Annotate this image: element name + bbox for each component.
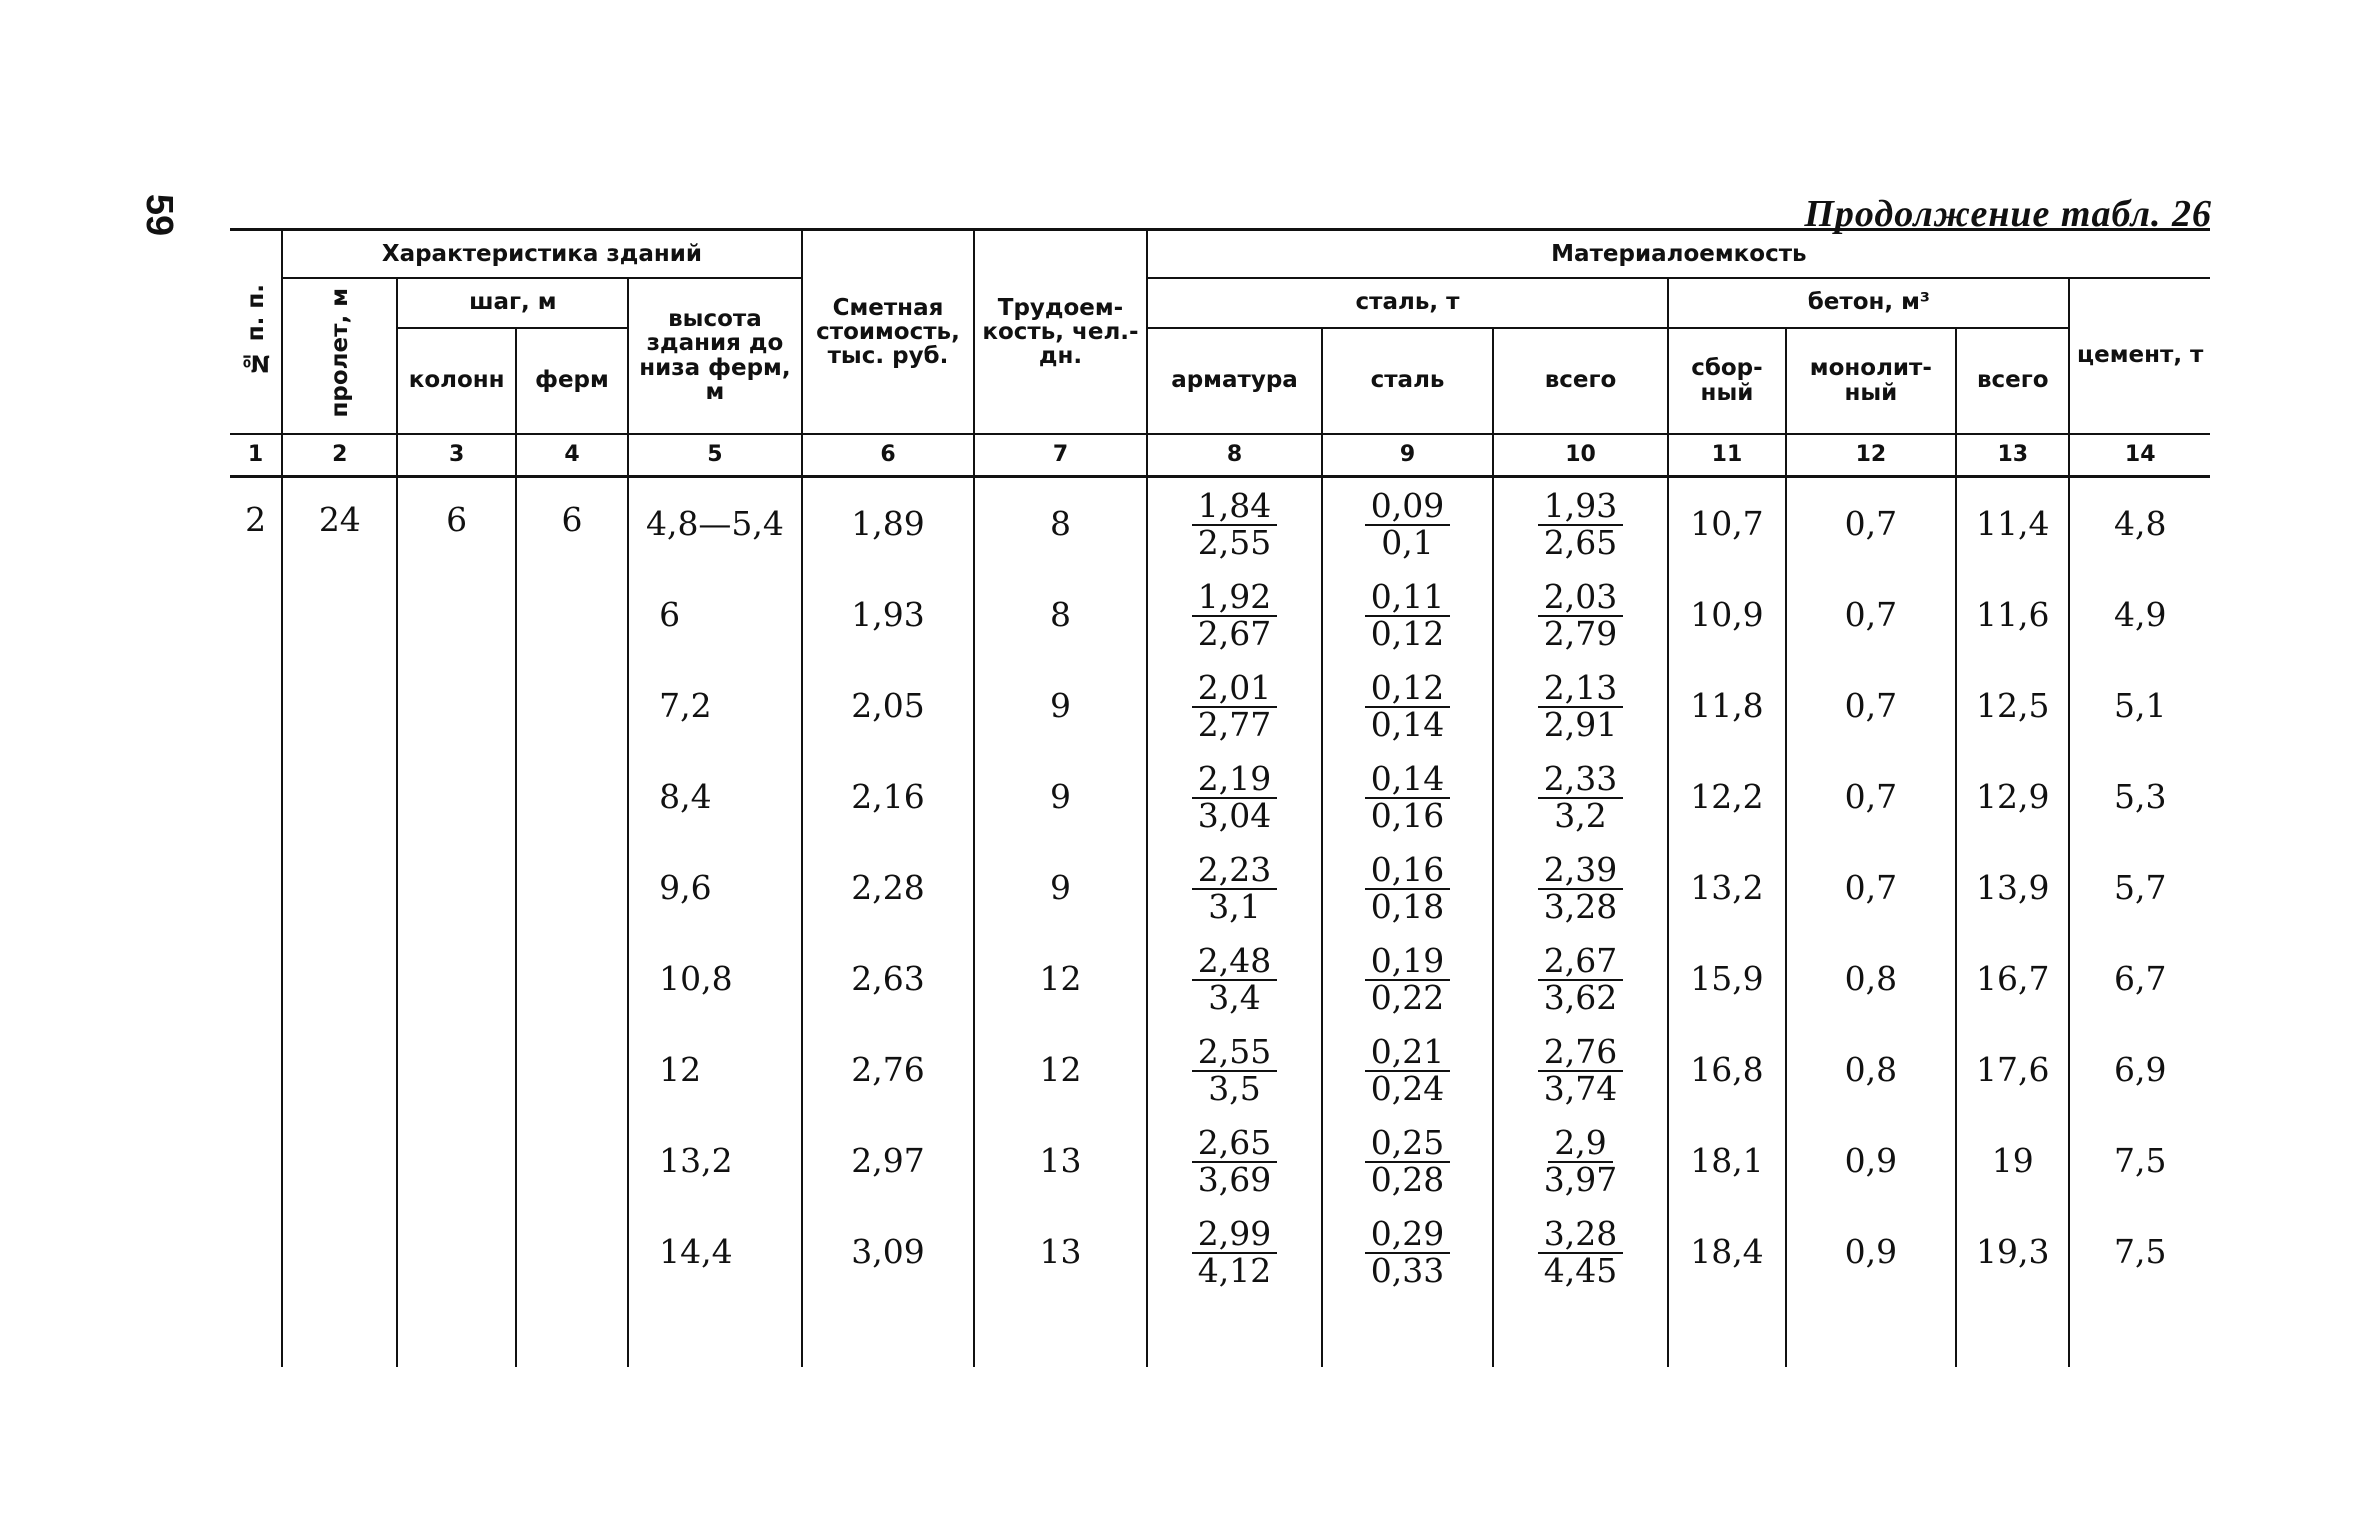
table-row (230, 476, 2210, 569)
header-cement: цемент, т (2069, 278, 2210, 434)
cell-height: 14,4 (628, 1206, 802, 1297)
column-number: 10 (1493, 434, 1669, 477)
cell-columns: 6 (397, 476, 515, 1367)
cell-steel-fraction (1365, 667, 1450, 744)
cell-concrete-total: 13,9 (1956, 842, 2069, 933)
cell-precast: 18,4 (1668, 1206, 1785, 1297)
cell-rebar-fraction (1192, 849, 1277, 926)
cell-cost: 3,09 (802, 1206, 975, 1297)
continuation-title: Продолжение табл. 26 (1804, 193, 2212, 235)
cell-steel-total-numerator: 2,67 (1538, 944, 1623, 981)
cell-monolithic: 0,7 (1786, 842, 1957, 933)
cell-steel-total-numerator: 2,03 (1538, 580, 1623, 617)
cell-concrete-total: 16,7 (1956, 933, 2069, 1024)
cell-precast: 18,1 (1668, 1115, 1785, 1206)
cell-rebar-numerator: 1,92 (1192, 580, 1277, 617)
cell-steel-total (1493, 569, 1669, 660)
cell-steel (1322, 933, 1493, 1024)
cell-steel-numerator: 0,29 (1365, 1217, 1450, 1254)
header-span: пролет, м (282, 278, 397, 434)
spacer-cell (1668, 1297, 1785, 1367)
cell-steel-total-denominator: 3,28 (1543, 886, 1618, 926)
header-concrete-total: всего (1956, 328, 2069, 434)
cell-steel-total-numerator: 3,28 (1538, 1217, 1623, 1254)
cell-monolithic: 0,8 (1786, 1024, 1957, 1115)
cell-precast: 16,8 (1668, 1024, 1785, 1115)
cell-rebar-fraction (1192, 1031, 1277, 1108)
cell-steel-total (1493, 1115, 1669, 1206)
cell-steel-denominator: 0,33 (1370, 1250, 1445, 1290)
cell-steel-denominator: 0,22 (1370, 977, 1445, 1017)
spacer-cell (1956, 1297, 2069, 1367)
cell-steel-denominator: 0,14 (1370, 704, 1445, 744)
column-number: 7 (974, 434, 1147, 477)
cell-rebar-denominator: 3,4 (1208, 977, 1261, 1017)
cell-steel-total (1493, 842, 1669, 933)
cell-rebar (1147, 1024, 1323, 1115)
header-materials: Материалоемкость (1147, 230, 2210, 278)
cell-rebar-denominator: 4,12 (1197, 1250, 1272, 1290)
header-rebar: арматура (1147, 328, 1323, 434)
cell-steel-denominator: 0,28 (1370, 1159, 1445, 1199)
cell-cost: 1,93 (802, 569, 975, 660)
cell-rebar-numerator: 2,48 (1192, 944, 1277, 981)
cell-precast: 15,9 (1668, 933, 1785, 1024)
data-table (230, 228, 2210, 1367)
cell-precast: 10,7 (1668, 476, 1785, 569)
cell-trusses: 6 (516, 476, 628, 1367)
cell-steel-total-numerator: 2,39 (1538, 853, 1623, 890)
cell-rebar-denominator: 2,67 (1197, 613, 1272, 653)
cell-steel-total-denominator: 3,97 (1543, 1159, 1618, 1199)
cell-steel-numerator: 0,14 (1365, 762, 1450, 799)
cell-steel-numerator: 0,19 (1365, 944, 1450, 981)
cell-cement: 5,1 (2069, 660, 2210, 751)
cell-height: 10,8 (628, 933, 802, 1024)
cell-concrete-total: 17,6 (1956, 1024, 2069, 1115)
cell-steel-total-fraction (1538, 849, 1623, 926)
header-labor: Трудоем- кость, чел.-дн. (974, 230, 1147, 434)
cell-steel-numerator: 0,09 (1365, 489, 1450, 526)
header-trusses: ферм (516, 328, 628, 434)
cell-rebar-denominator: 2,77 (1197, 704, 1272, 744)
cell-steel-fraction (1365, 1122, 1450, 1199)
cell-steel-total-denominator: 2,65 (1543, 522, 1618, 562)
cell-steel-total-fraction (1538, 758, 1623, 835)
cell-steel (1322, 660, 1493, 751)
cell-height: 13,2 (628, 1115, 802, 1206)
cell-concrete-total: 11,6 (1956, 569, 2069, 660)
cell-precast: 11,8 (1668, 660, 1785, 751)
column-number: 8 (1147, 434, 1323, 477)
cell-steel-fraction (1365, 576, 1450, 653)
cell-rebar-numerator: 2,55 (1192, 1035, 1277, 1072)
cell-height: 7,2 (628, 660, 802, 751)
header-characteristics: Характеристика зданий (282, 230, 802, 278)
spacer-cell (1147, 1297, 1323, 1367)
cell-rebar (1147, 569, 1323, 660)
cell-labor: 13 (974, 1206, 1147, 1297)
cell-cement: 6,7 (2069, 933, 2210, 1024)
header-npp: № п. п. (230, 230, 282, 434)
cell-steel-fraction (1365, 485, 1450, 562)
cell-steel (1322, 476, 1493, 569)
cell-cement: 4,8 (2069, 476, 2210, 569)
column-number: 9 (1322, 434, 1493, 477)
spacer-cell (974, 1297, 1147, 1367)
spacer-cell (1786, 1297, 1957, 1367)
cell-rebar (1147, 751, 1323, 842)
header-steel: сталь (1322, 328, 1493, 434)
cell-monolithic: 0,8 (1786, 933, 1957, 1024)
cell-steel-total-denominator: 3,62 (1543, 977, 1618, 1017)
cell-span: 24 (282, 476, 397, 1367)
cell-concrete-total: 19,3 (1956, 1206, 2069, 1297)
cell-cost: 2,63 (802, 933, 975, 1024)
cell-steel-denominator: 0,18 (1370, 886, 1445, 926)
cell-steel (1322, 1024, 1493, 1115)
spacer-cell (628, 1297, 802, 1367)
cell-cement: 7,5 (2069, 1206, 2210, 1297)
cell-concrete-total: 19 (1956, 1115, 2069, 1206)
cell-cost: 2,76 (802, 1024, 975, 1115)
cell-steel-fraction (1365, 940, 1450, 1017)
cell-monolithic: 0,9 (1786, 1206, 1957, 1297)
cell-height: 4,8—5,4 (628, 476, 802, 569)
cell-cost: 2,16 (802, 751, 975, 842)
cell-steel-total-numerator: 2,33 (1538, 762, 1623, 799)
cell-rebar (1147, 842, 1323, 933)
cell-monolithic: 0,7 (1786, 569, 1957, 660)
cell-rebar-denominator: 3,69 (1197, 1159, 1272, 1199)
cell-steel-total (1493, 751, 1669, 842)
cell-labor: 9 (974, 660, 1147, 751)
cell-steel-total-numerator: 1,93 (1538, 489, 1623, 526)
cell-rebar (1147, 933, 1323, 1024)
header-cost: Сметная стоимость, тыс. руб. (802, 230, 975, 434)
cell-rebar-fraction (1192, 485, 1277, 562)
cell-steel-numerator: 0,11 (1365, 580, 1450, 617)
spacer-cell (2069, 1297, 2210, 1367)
cell-rebar (1147, 660, 1323, 751)
cell-precast: 10,9 (1668, 569, 1785, 660)
cell-labor: 13 (974, 1115, 1147, 1206)
cell-rebar-numerator: 2,99 (1192, 1217, 1277, 1254)
cell-steel-total-denominator: 3,2 (1554, 795, 1607, 835)
cell-steel-total-fraction (1538, 1031, 1623, 1108)
cell-steel (1322, 842, 1493, 933)
cell-steel-total-fraction (1538, 940, 1623, 1017)
cell-steel-numerator: 0,21 (1365, 1035, 1450, 1072)
cell-rebar-fraction (1192, 576, 1277, 653)
cell-steel-total-denominator: 4,45 (1543, 1250, 1618, 1290)
cell-steel-total-denominator: 3,74 (1543, 1068, 1618, 1108)
data-table-container (230, 228, 2210, 1367)
cell-rebar-fraction (1192, 667, 1277, 744)
cell-labor: 9 (974, 842, 1147, 933)
cell-rebar-numerator: 1,84 (1192, 489, 1277, 526)
page-number: 59 (138, 193, 181, 237)
header-concrete-group: бетон, м³ (1668, 278, 2069, 328)
cell-rebar (1147, 476, 1323, 569)
header-columns: колонн (397, 328, 515, 434)
cell-steel-denominator: 0,24 (1370, 1068, 1445, 1108)
cell-steel-denominator: 0,12 (1370, 613, 1445, 653)
cell-cement: 5,3 (2069, 751, 2210, 842)
cell-steel-total-fraction (1538, 667, 1623, 744)
cell-steel-total (1493, 933, 1669, 1024)
cell-labor: 12 (974, 933, 1147, 1024)
cell-steel-total (1493, 660, 1669, 751)
cell-npp: 2 (230, 476, 282, 1367)
cell-cost: 2,28 (802, 842, 975, 933)
spacer-cell (1493, 1297, 1669, 1367)
cell-steel-denominator: 0,16 (1370, 795, 1445, 835)
header-steel-total: всего (1493, 328, 1669, 434)
cell-steel-total-fraction (1538, 576, 1623, 653)
cell-cost: 2,97 (802, 1115, 975, 1206)
cell-height: 9,6 (628, 842, 802, 933)
spacer-cell (1322, 1297, 1493, 1367)
cell-rebar (1147, 1206, 1323, 1297)
cell-steel-fraction (1365, 849, 1450, 926)
cell-precast: 13,2 (1668, 842, 1785, 933)
column-number: 14 (2069, 434, 2210, 477)
cell-steel (1322, 751, 1493, 842)
cell-height: 6 (628, 569, 802, 660)
cell-precast: 12,2 (1668, 751, 1785, 842)
cell-steel-total (1493, 1206, 1669, 1297)
spacer-cell (802, 1297, 975, 1367)
column-number: 4 (516, 434, 628, 477)
cell-steel-numerator: 0,16 (1365, 853, 1450, 890)
cell-labor: 9 (974, 751, 1147, 842)
cell-steel-total-numerator: 2,9 (1548, 1126, 1612, 1163)
column-number: 13 (1956, 434, 2069, 477)
cell-steel-total (1493, 476, 1669, 569)
cell-monolithic: 0,7 (1786, 476, 1957, 569)
table-body (230, 476, 2210, 1367)
cell-concrete-total: 11,4 (1956, 476, 2069, 569)
cell-steel-fraction (1365, 1031, 1450, 1108)
cell-steel-total-numerator: 2,76 (1538, 1035, 1623, 1072)
cell-steel (1322, 569, 1493, 660)
cell-monolithic: 0,9 (1786, 1115, 1957, 1206)
cell-rebar-numerator: 2,65 (1192, 1126, 1277, 1163)
cell-rebar-numerator: 2,23 (1192, 853, 1277, 890)
column-number: 2 (282, 434, 397, 477)
cell-rebar-denominator: 3,1 (1208, 886, 1261, 926)
cell-rebar-fraction (1192, 1213, 1277, 1290)
cell-steel-numerator: 0,25 (1365, 1126, 1450, 1163)
cell-labor: 8 (974, 569, 1147, 660)
header-steel-group: сталь, т (1147, 278, 1669, 328)
cell-height: 12 (628, 1024, 802, 1115)
header-monolithic: монолит- ный (1786, 328, 1957, 434)
cell-steel-fraction (1365, 1213, 1450, 1290)
column-number: 3 (397, 434, 515, 477)
cell-cost: 2,05 (802, 660, 975, 751)
column-number: 6 (802, 434, 975, 477)
cell-steel-numerator: 0,12 (1365, 671, 1450, 708)
cell-steel-total-denominator: 2,79 (1543, 613, 1618, 653)
cell-steel-total-fraction (1538, 1122, 1623, 1199)
column-number-row (230, 434, 2210, 477)
cell-height: 8,4 (628, 751, 802, 842)
cell-monolithic: 0,7 (1786, 751, 1957, 842)
cell-cost: 1,89 (802, 476, 975, 569)
cell-rebar-fraction (1192, 1122, 1277, 1199)
cell-steel-total-numerator: 2,13 (1538, 671, 1623, 708)
cell-rebar-numerator: 2,19 (1192, 762, 1277, 799)
cell-cement: 7,5 (2069, 1115, 2210, 1206)
column-number: 12 (1786, 434, 1957, 477)
cell-rebar-fraction (1192, 758, 1277, 835)
cell-rebar-numerator: 2,01 (1192, 671, 1277, 708)
cell-steel-total-denominator: 2,91 (1543, 704, 1618, 744)
cell-labor: 12 (974, 1024, 1147, 1115)
cell-cement: 4,9 (2069, 569, 2210, 660)
cell-steel-total-fraction (1538, 485, 1623, 562)
header-height: высота здания до низа ферм, м (628, 278, 802, 434)
cell-labor: 8 (974, 476, 1147, 569)
cell-concrete-total: 12,5 (1956, 660, 2069, 751)
cell-rebar-denominator: 2,55 (1197, 522, 1272, 562)
cell-steel (1322, 1115, 1493, 1206)
cell-cement: 6,9 (2069, 1024, 2210, 1115)
cell-rebar-denominator: 3,5 (1208, 1068, 1261, 1108)
cell-monolithic: 0,7 (1786, 660, 1957, 751)
cell-concrete-total: 12,9 (1956, 751, 2069, 842)
cell-rebar-fraction (1192, 940, 1277, 1017)
cell-steel-total-fraction (1538, 1213, 1623, 1290)
column-number: 5 (628, 434, 802, 477)
header-step: шаг, м (397, 278, 628, 328)
header-precast: сбор- ный (1668, 328, 1785, 434)
cell-steel-total (1493, 1024, 1669, 1115)
column-number: 1 (230, 434, 282, 477)
table-header (230, 230, 2210, 477)
cell-rebar-denominator: 3,04 (1197, 795, 1272, 835)
cell-rebar (1147, 1115, 1323, 1206)
cell-steel-denominator: 0,1 (1381, 522, 1434, 562)
cell-cement: 5,7 (2069, 842, 2210, 933)
column-number: 11 (1668, 434, 1785, 477)
cell-steel-fraction (1365, 758, 1450, 835)
cell-steel (1322, 1206, 1493, 1297)
